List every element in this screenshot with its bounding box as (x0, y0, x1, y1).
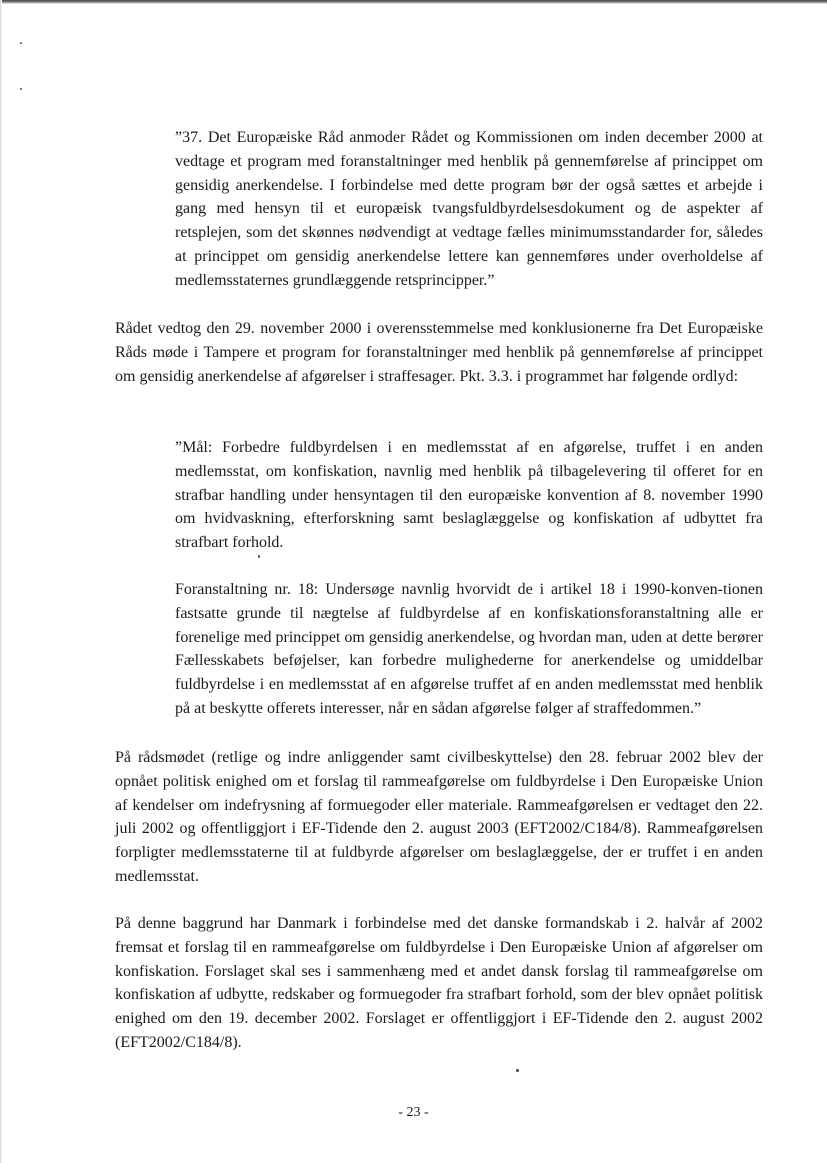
scan-speck (20, 42, 22, 44)
scan-speck (20, 88, 22, 90)
scan-top-edge (0, 0, 827, 4)
body-paragraph-danish-proposal: På denne baggrund har Danmark i forbindelse med det danske formandskab i 2. halvår af 2002 fremsat et forslag til en rammeafgørelse om fuldbyrdelse i Den Europæiske Union af afgørelser om konfiskation. Forslaget skal ses i sammenhæng med et andet dansk forslag til rammeafgørelse om konfiskation af udbytte, redskaber og formuegoder fra strafbart forhold, som der blev opnået politisk enighed om den 19. december 2002. Forslaget er offentliggjort i EF-Tidende den 2. august 2002 (EFT2002/C184/8). (115, 915, 763, 1051)
body-paragraph-program: Rådet vedtog den 29. november 2000 i overensstemmelse med konklusionerne fra Det Europæiske Råds møde i Tampere et program for foranstaltninger med henblik på gennemførelse af princippet om gensidig anerkendelse af afgørelser i straffesager. Pkt. 3.3. i programmet har følgende ordlyd: (115, 320, 763, 385)
page-number: - 23 - (398, 1105, 429, 1120)
scan-left-edge (0, 0, 2, 1163)
quote-paragraph-tampere: ”37. Det Europæiske Råd anmoder Rådet og Kommissionen om inden december 2000 at vedtage et program med foranstaltninger med henblik på gennemførelse af princippet om gensidig anerkendelse. I forbindelse med dette program bør der også sættes et arbejde i gang med hensyn til et europæisk tvangsfuldbyrdelsesdokument og de aspekter af retsplejen, som det skønnes nødvendigt at vedtage fælles minimumsstandarder for, således at princippet om gensidig anerkendelse lettere kan gennemføres under overholdelse af medlemsstaternes grundlæggende retsprincipper.” (175, 129, 763, 289)
quote-paragraph-goal: ”Mål: Forbedre fuldbyrdelsen i en medlemsstat af en afgørelse, truffet i en anden medlemsstat, om konfiskation, navnlig med henblik på tilbagelevering til offeret for en strafbar handling under hensyntagen til den europæiske konvention af 8. november 1990 om hvidvaskning, efterforskning samt beslaglæggelse og konfiskation af udbyttet fra strafbart forhold. (175, 439, 763, 552)
body-paragraph-council-meeting: På rådsmødet (retlige og indre anliggender samt civilbeskyttelse) den 28. februar 2002 blev der opnået politisk enighed om et forslag til rammeafgørelse om fuldbyrdelse i Den Europæiske Union af kendelser om indefrysning af formuegoder eller materiale. Rammeafgørelsen er vedtaget den 22. juli 2002 og offentliggjort i EF-Tidende den 2. august 2003 (EFT2002/C184/8). Rammeafgørelsen forpligter medlemsstaterne til at fuldbyrde afgørelser om beslaglæggelse, der er truffet i en anden medlemsstat. (115, 749, 763, 885)
scan-speck (516, 1069, 519, 1072)
scan-speck (258, 555, 260, 558)
quote-paragraph-measure-18: Foranstaltning nr. 18: Undersøge navnlig hvorvidt de i artikel 18 i 1990-konven-tionen fastsatte grunde til nægtelse af fuldbyrdelse af en konfiskationsforanstaltning alle er forenelige med princippet om gensidig anerkendelse, og hvordan man, uden at dette berører Fællesskabets beføjelser, kan forbedre mulighederne for anerkendelse og umiddelbar fuldbyrdelse i en medlemsstat af en afgørelse truffet af en anden medlemsstat med henblik på at beskytte offerets interesser, når en sådan afgørelse følger af straffedommen.” (175, 581, 763, 717)
